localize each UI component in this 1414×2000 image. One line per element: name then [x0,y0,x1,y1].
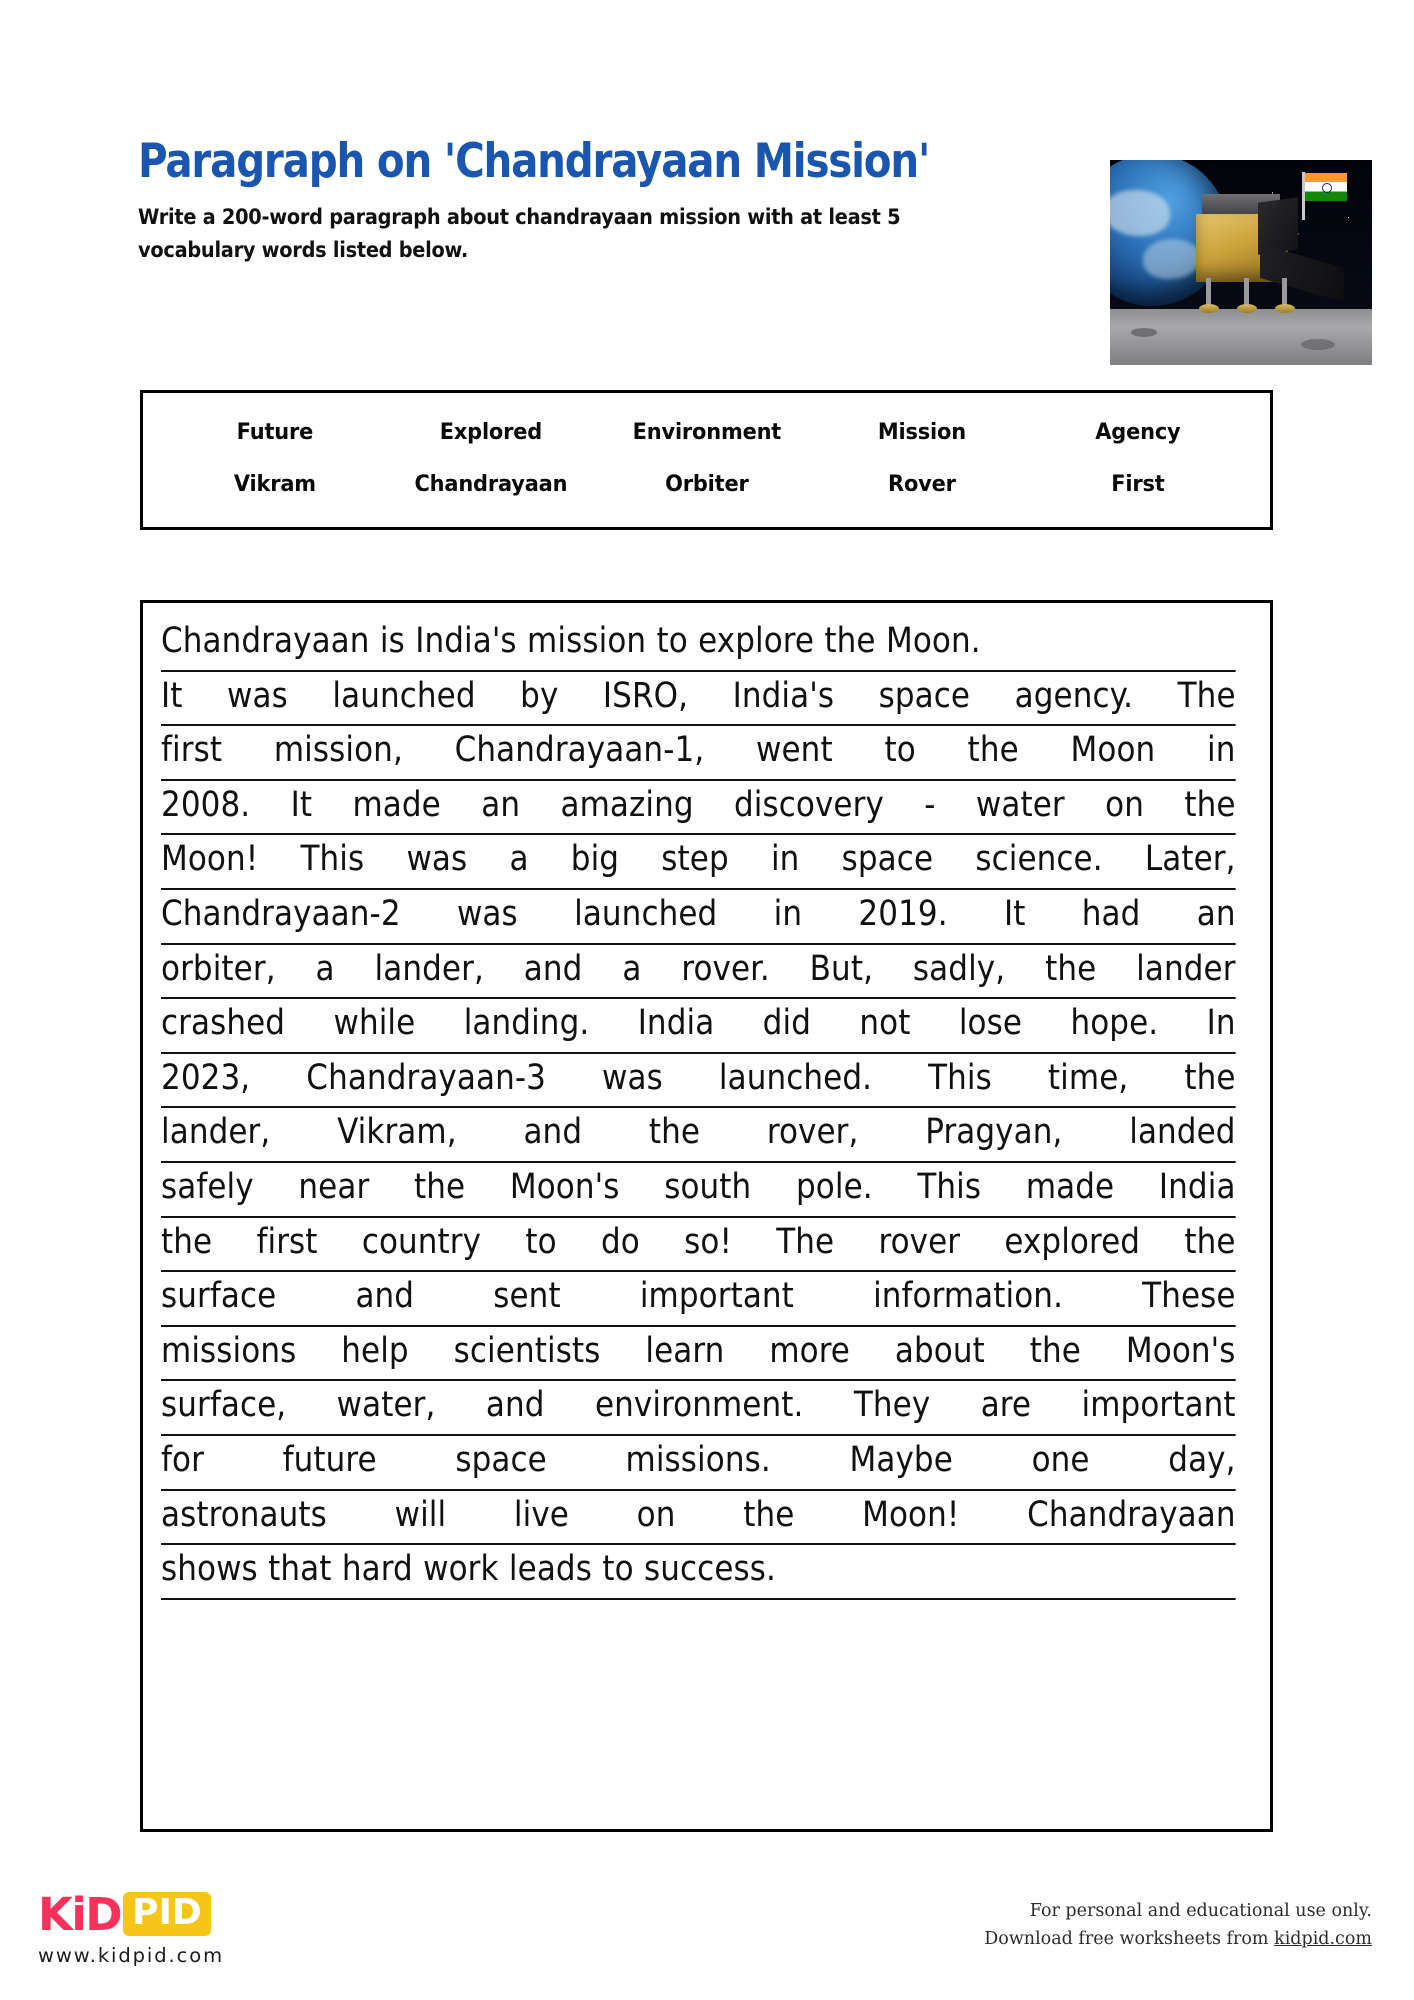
kidpid-link[interactable]: kidpid.com [1274,1928,1372,1949]
credit-prefix: Download free worksheets from [984,1928,1275,1949]
answer-word: future [282,1439,377,1480]
answer-word: sadly, [912,948,1006,989]
answer-word: discovery [733,784,884,825]
answer-line [161,1381,1236,1436]
answer-word: safely [161,1166,254,1207]
page-title: Paragraph on 'Chandrayaan Mission' [138,134,930,189]
answer-word: astronauts [161,1494,327,1535]
answer-word: the [1029,1330,1081,1371]
answer-word: surface, [161,1385,287,1426]
lander-foot [1237,304,1257,313]
answer-word: rover [878,1221,961,1262]
answer-word: while [333,1003,416,1044]
answer-word: 2023, [161,1057,251,1098]
answer-word: water, [336,1385,436,1426]
answer-word: Moon! [862,1494,960,1535]
answer-word: launched. [718,1057,873,1098]
answer-word: This [917,1166,982,1207]
answer-word: was [406,839,468,880]
answer-word: mission, [273,730,403,771]
answer-word: hard [341,1549,413,1590]
answer-word: Moon! [161,839,259,880]
answer-word: missions [161,1330,297,1371]
answer-word: went [756,730,833,771]
india-flag-icon [1305,173,1347,201]
answer-word: shows [161,1549,258,1590]
answer-word: It [161,675,183,716]
answer-word: lander, [161,1112,271,1153]
credit-line-download [984,1926,1372,1954]
answer-word: Chandrayaan-2 [161,893,401,934]
answer-word: water [975,784,1065,825]
answer-word: in [770,839,800,880]
answer-word: surface [161,1276,277,1317]
answer-line [161,672,1236,727]
answer-word: a [315,948,335,989]
vocabulary-word: First [1111,471,1165,497]
answer-word: big [570,839,620,880]
logo-pid-badge: PID [123,1892,211,1935]
answer-word: had [1081,893,1141,934]
answer-line [161,617,1236,672]
answer-word: Later, [1144,839,1236,880]
answer-word: help [341,1330,409,1371]
answer-word: explored [1004,1221,1141,1262]
credit-line-usage: For personal and educational use only. [1029,1901,1372,1921]
answer-word: Pragyan, [925,1112,1063,1153]
answer-word: are [980,1385,1032,1426]
answer-word: that [268,1549,332,1590]
answer-line [161,1327,1236,1382]
answer-word: so! [684,1221,732,1262]
answer-word: sent [493,1276,561,1317]
answer-word: was [456,893,518,934]
answer-word: the [824,621,876,661]
chandrayaan-lander-image [1110,160,1372,365]
answer-word: to [525,1221,557,1262]
answer-word: the [1184,1057,1236,1098]
answer-word: lander [1136,948,1236,989]
answer-word: learn [645,1330,725,1371]
vocabulary-word: Vikram [233,471,316,497]
answer-word: This [928,1057,992,1098]
vocabulary-word: Rover [888,471,957,497]
answer-word: to [656,621,688,661]
answer-word: and [485,1385,545,1426]
answer-line [161,1163,1236,1218]
answer-word: Chandrayaan-3 [306,1057,546,1098]
answer-word: In [1206,1003,1236,1044]
answer-word: important [639,1276,794,1317]
answer-word: is [379,621,405,661]
answer-word: rover, [766,1112,859,1153]
answer-word: an [1196,893,1236,934]
answer-word: ISRO, [602,675,689,716]
answer-word: India's [415,621,517,661]
answer-word: India's [732,675,835,716]
worksheet-header [138,134,1098,268]
vocabulary-word: Explored [439,419,542,445]
answer-word: a [622,948,642,989]
answer-word: made [1025,1166,1115,1207]
answer-writing-area[interactable] [140,600,1273,1832]
answer-word: about [894,1330,985,1371]
answer-word: information. [873,1276,1064,1317]
answer-word: landing. [463,1003,590,1044]
answer-word: near [298,1166,370,1207]
answer-line [161,726,1236,781]
lander-leg [1206,278,1211,306]
answer-line [161,1054,1236,1109]
answer-word: launched [574,893,718,934]
answer-line [161,1545,1236,1600]
vocabulary-word: Future [236,419,314,445]
answer-word: in [773,893,803,934]
answer-word: will [394,1494,447,1535]
answer-word: missions. [625,1439,771,1480]
answer-word: time, [1047,1057,1129,1098]
vocabulary-row [167,406,1246,458]
answer-word: did [762,1003,811,1044]
kidpid-logo [38,1888,338,1967]
answer-word: mission [527,621,647,661]
logo-kid-text: KiD [38,1887,122,1941]
answer-word: amazing [560,784,694,825]
answer-word: the [967,730,1019,771]
lander-leg [1244,278,1249,306]
vocabulary-word-bank [140,390,1273,530]
answer-word: one [1031,1439,1090,1480]
footer-credit [984,1898,1372,1953]
answer-word: more [769,1330,850,1371]
answer-word: - [924,784,936,825]
answer-word: The [1177,675,1236,716]
answer-word: by [520,675,559,716]
answer-word: leads [508,1549,592,1590]
answer-word: orbiter, [161,948,276,989]
answer-word: live [513,1494,569,1535]
answer-word: on [636,1494,676,1535]
answer-word: Moon's [509,1166,620,1207]
answer-word: not [859,1003,911,1044]
answer-line [161,1436,1236,1491]
answer-line [161,890,1236,945]
answer-word: the [648,1112,701,1153]
answer-word: made [352,784,441,825]
vocabulary-word: Agency [1095,419,1181,445]
answer-word: success. [644,1549,776,1590]
answer-word: Maybe [849,1439,953,1480]
answer-word: They [853,1385,931,1426]
answer-word: and [523,948,583,989]
answer-word: step [661,839,729,880]
answer-word: scientists [453,1330,601,1371]
answer-word: first [256,1221,318,1262]
answer-word: lose [958,1003,1023,1044]
answer-word: to [884,730,916,771]
answer-word: science. [975,839,1103,880]
answer-word: But, [809,948,874,989]
answer-word: and [523,1112,583,1153]
answer-word: Moon [1070,730,1156,771]
answer-line [161,1218,1236,1273]
answer-line [161,999,1236,1054]
answer-word: It [1003,893,1026,934]
answer-word: lander, [374,948,484,989]
answer-word: space [878,675,971,716]
moon-surface [1110,309,1372,365]
vocabulary-row [167,458,1246,510]
answer-word: explore [698,621,815,661]
answer-line [161,835,1236,890]
vocabulary-word: Environment [632,419,781,445]
answer-word: first [161,730,223,771]
answer-word: launched [332,675,476,716]
answer-word: Chandrayaan-1, [454,730,705,771]
answer-word: an [481,784,521,825]
answer-word: south [664,1166,752,1207]
answer-word: country [361,1221,482,1262]
vocabulary-word: Chandrayaan [414,471,568,497]
website-url: www.kidpid.com [38,1944,224,1967]
answer-word: 2019. [858,893,948,934]
answer-word: crashed [161,1003,286,1044]
answer-word: a [509,839,529,880]
answer-word: on [1105,784,1144,825]
answer-word: It [290,784,313,825]
answer-word: the [1184,1221,1236,1262]
answer-word: was [602,1057,663,1098]
answer-word: the [161,1221,213,1262]
answer-word: was [227,675,288,716]
answer-word: day, [1168,1439,1236,1480]
answer-line [161,1272,1236,1327]
answer-word: environment. [594,1385,804,1426]
answer-word: in [1207,730,1236,771]
answer-word: and [355,1276,415,1317]
answer-word: Moon's [1125,1330,1236,1371]
answer-word: the [413,1166,466,1207]
answer-word: The [776,1221,835,1262]
answer-line [161,781,1236,836]
answer-word: pole. [795,1166,873,1207]
answer-word: space [455,1439,547,1480]
answer-word: Vikram, [337,1112,457,1153]
answer-word: These [1142,1276,1236,1317]
answer-line [161,945,1236,1000]
answer-line [161,1491,1236,1546]
answer-word: space [841,839,934,880]
answer-word: the [1184,784,1236,825]
answer-word: the [743,1494,795,1535]
ashoka-chakra-icon [1322,183,1332,193]
lander-foot [1275,304,1295,313]
answer-word: Chandrayaan [161,621,370,661]
answer-word: to [602,1549,634,1590]
lander-leg [1282,278,1287,306]
answer-word: work [423,1549,499,1590]
vocabulary-word: Orbiter [664,471,749,497]
logo-mark [38,1888,338,1940]
answer-word: do [600,1221,640,1262]
answer-word: the [1045,948,1097,989]
vocabulary-word: Mission [878,419,967,445]
answer-word: for [161,1439,204,1480]
worksheet-instructions: Write a 200-word paragraph about chandrayaan mission with at least 5 vocabulary words listed below. [138,204,901,264]
answer-line [161,1108,1236,1163]
lander-foot [1199,304,1219,313]
answer-word: landed [1129,1112,1236,1153]
answer-word: important [1081,1385,1236,1426]
answer-word: 2008. [161,784,251,825]
answer-word: India [1158,1166,1236,1207]
answer-word: agency. [1014,675,1134,716]
answer-word: This [300,839,365,880]
answer-word: hope. [1070,1003,1159,1044]
answer-word: India [637,1003,715,1044]
answer-word: Chandrayaan [1027,1494,1236,1535]
answer-word: Moon. [885,621,981,661]
answer-word: rover. [681,948,770,989]
